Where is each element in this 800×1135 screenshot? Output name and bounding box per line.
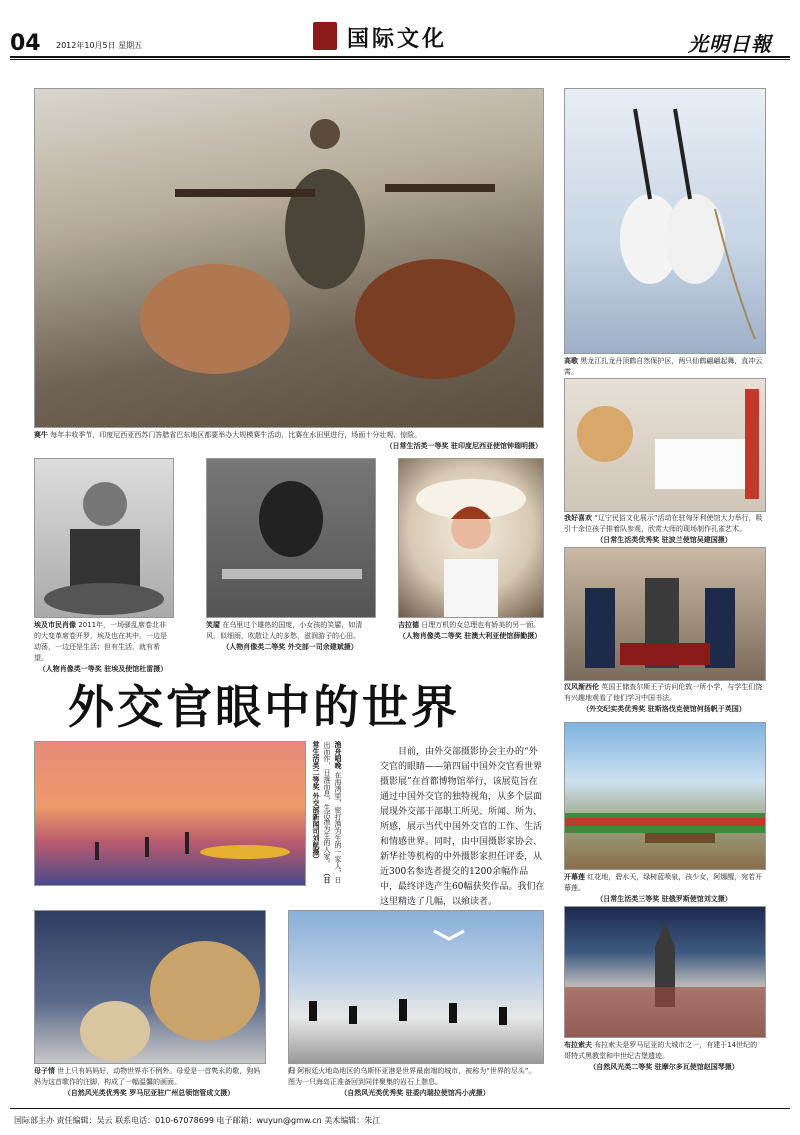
caption-text: “辽宁民俗文化展示”活动在驻匈牙利使馆大力举行，吸引十余位孩子排着队参观，欣赏大师的现场制作孔雀艺术。: [564, 514, 763, 533]
egypt-man-image: [35, 459, 173, 617]
caption-credit: （人物肖像类一等奖 驻埃及使馆杜雷摄）: [38, 665, 168, 673]
caption-credit: （自然风光类二等奖 驻摩尔多瓦使馆赵国琴摄）: [589, 1063, 739, 1071]
caption-credit: （人物肖像类二等奖 外交部一司余建斌摄）: [222, 643, 358, 651]
header-rule: [10, 56, 790, 58]
caption-title: 笑靥: [206, 621, 220, 629]
caption-text: 黑龙江扎龙丹顶鹤自然保护区，两只仙鹤翩翩起舞，直冲云霄。: [564, 357, 763, 376]
caption-title: 埃及市民肖像: [34, 621, 76, 629]
section-title: 国际文化: [347, 27, 448, 52]
caption-dogs: [34, 1066, 264, 1099]
caption-title: 开幕莲: [564, 873, 585, 881]
caption-smiling-girl: [206, 620, 374, 653]
gillard-image: [399, 459, 543, 617]
prince-image: [565, 548, 765, 680]
photo-dogs: [34, 910, 266, 1064]
caption-cattle-race: [34, 430, 542, 452]
footer-credits: 国际部主办 责任编辑：吴云 联系电话：010-67078699 电子邮箱：wuyun@gmw.cn 美术编辑：朱江: [14, 1116, 381, 1125]
photo-fishing: [34, 741, 306, 886]
issue-date: 2012年10月5日 星期五: [56, 41, 143, 50]
photo-child: [564, 378, 766, 512]
caption-text: 2011年，一场骚乱席卷北非的大变革席卷开罗，埃及也在其中。一边是动荡，一边还是生活；但有生活，就有希望。: [34, 621, 167, 662]
caption-title: 赛牛: [34, 431, 48, 439]
photo-gillard: [398, 458, 544, 618]
caption-text: 阿根廷火地岛地区的乌斯怀亚港是世界最南端的城市，被称为“世界的尽头”。图为一只海岛正准备回到同伴聚集的岩石上憩息。: [288, 1067, 536, 1086]
caption-title: 我好喜欢: [564, 514, 592, 522]
caption-title: 母子情: [34, 1067, 55, 1075]
caption-fishing: [310, 741, 343, 887]
caption-title: 吉拉德: [398, 621, 419, 629]
caption-text: 世上只有妈妈好，动物世界亦不例外。母爱是一首隽永的歌，狗妈妈为这首歌作的注脚，构成了一幅温馨的画面。: [34, 1067, 261, 1086]
photo-town: [564, 906, 766, 1038]
caption-gillard: [398, 620, 542, 642]
dogs-image: [35, 911, 265, 1063]
photo-penguins: [288, 910, 544, 1064]
smiling-girl-image: [207, 459, 375, 617]
penguins-image: [289, 911, 543, 1063]
caption-egypt-man: [34, 620, 172, 675]
caption-title: 渔舟唱晚: [334, 741, 342, 769]
intro-article: 目前，由外交部摄影协会主办的“外交官的眼睛——第四届中国外交官看世界摄影展”在首都博物馆举行，该展览旨在通过中国外交官的独特视角，从多个层面展现外交部干部职工所见、所闻、所为、所感，展示当代中国外交官的工作、生活和情感世界。同时，由中国摄影家协会、新华社等机构的中外摄影家担任评委，从近300名参选者提交的1200余幅作品中，最终评选产生60幅获奖作品。我们在这里精选了几幅，以飨读者。: [380, 747, 545, 907]
cattle-race-image: [35, 89, 543, 427]
caption-credit: （自然风光类优秀奖 罗马尼亚驻广州总领馆管成文摄）: [63, 1089, 235, 1097]
photo-cranes: [564, 88, 766, 354]
caption-credit: （日常生活类二等奖 外交部新闻司刘航摄）: [312, 741, 331, 884]
caption-text: 红花地，碧水天，绿树蓝喷泉，孩少女，阿娜醒，宛若开幕莲。: [564, 873, 763, 892]
photo-prince: [564, 547, 766, 681]
caption-square: [564, 872, 764, 905]
photo-square: [564, 722, 766, 870]
caption-text: 在乌里过个雄热的国度，小女孩的笑靥，如清风，似细雨，吹散让人的多愁，滋润游子的心田。: [206, 621, 363, 640]
caption-title: 高歌: [564, 357, 578, 365]
caption-prince: [564, 682, 764, 715]
caption-text: 英国王储查尔斯王子访问伦敦一所小学，与学生们饶有兴趣地观看了他们学习中国书法。: [564, 683, 763, 702]
fishing-image: [35, 742, 305, 885]
caption-credit: （自然风光类优秀奖 驻委内瑞拉使馆冯小虎摄）: [340, 1089, 490, 1097]
main-headline: 外交官眼中的世界: [68, 680, 460, 734]
caption-title: 布拉索夫: [564, 1041, 592, 1049]
caption-credit: （日常生活类一等奖 驻印度尼西亚使馆钟瑞明摄）: [385, 442, 542, 450]
caption-credit: （日常生活类三等奖 驻俄罗斯使馆刘文摄）: [596, 895, 732, 903]
photo-egypt-man: [34, 458, 174, 618]
photo-smiling-girl: [206, 458, 376, 618]
photo-cattle-race: [34, 88, 544, 428]
caption-text: 在海湾里，密打渔为生的一家人，日出而作，日落而息，生活渔为生的人家。: [323, 741, 342, 884]
town-image: [565, 907, 765, 1037]
newspaper-logo: 光明日報: [688, 32, 772, 56]
caption-penguins: [288, 1066, 542, 1099]
caption-text: 布拉索夫是罗马尼亚的大城市之一，有建于14世纪的哥特式黑教堂和中世纪古堡遗迹。: [564, 1041, 758, 1060]
caption-credit: （人物肖像类二等奖 驻澳大利亚使馆薛勤摄）: [398, 632, 542, 640]
caption-text: 日理万机的女总理也有娇美的另一面。: [421, 621, 541, 629]
caption-child: [564, 513, 764, 546]
caption-town: [564, 1040, 764, 1073]
footer-rule: [10, 1108, 790, 1109]
caption-credit: （日常生活类优秀奖 驻波兰使馆吴建国摄）: [596, 536, 732, 544]
cranes-image: [565, 89, 765, 353]
square-image: [565, 723, 765, 869]
page-number: 04: [10, 31, 41, 56]
section-logo-icon: [313, 22, 337, 50]
caption-title: 归: [288, 1067, 295, 1075]
caption-text: 每年丰收季节，印度尼西亚西苏门答腊省巴东地区都要举办大规模赛牛活动，比赛在水田里进行，场面十分壮观、惊险。: [50, 431, 422, 439]
header-rule-thin: [10, 59, 790, 60]
child-image: [565, 379, 765, 511]
caption-title: 汉风渐西伦: [564, 683, 599, 691]
caption-credit: （外交纪实类优秀奖 驻斯洛伐克使馆何扬帆于英国）: [582, 705, 746, 713]
